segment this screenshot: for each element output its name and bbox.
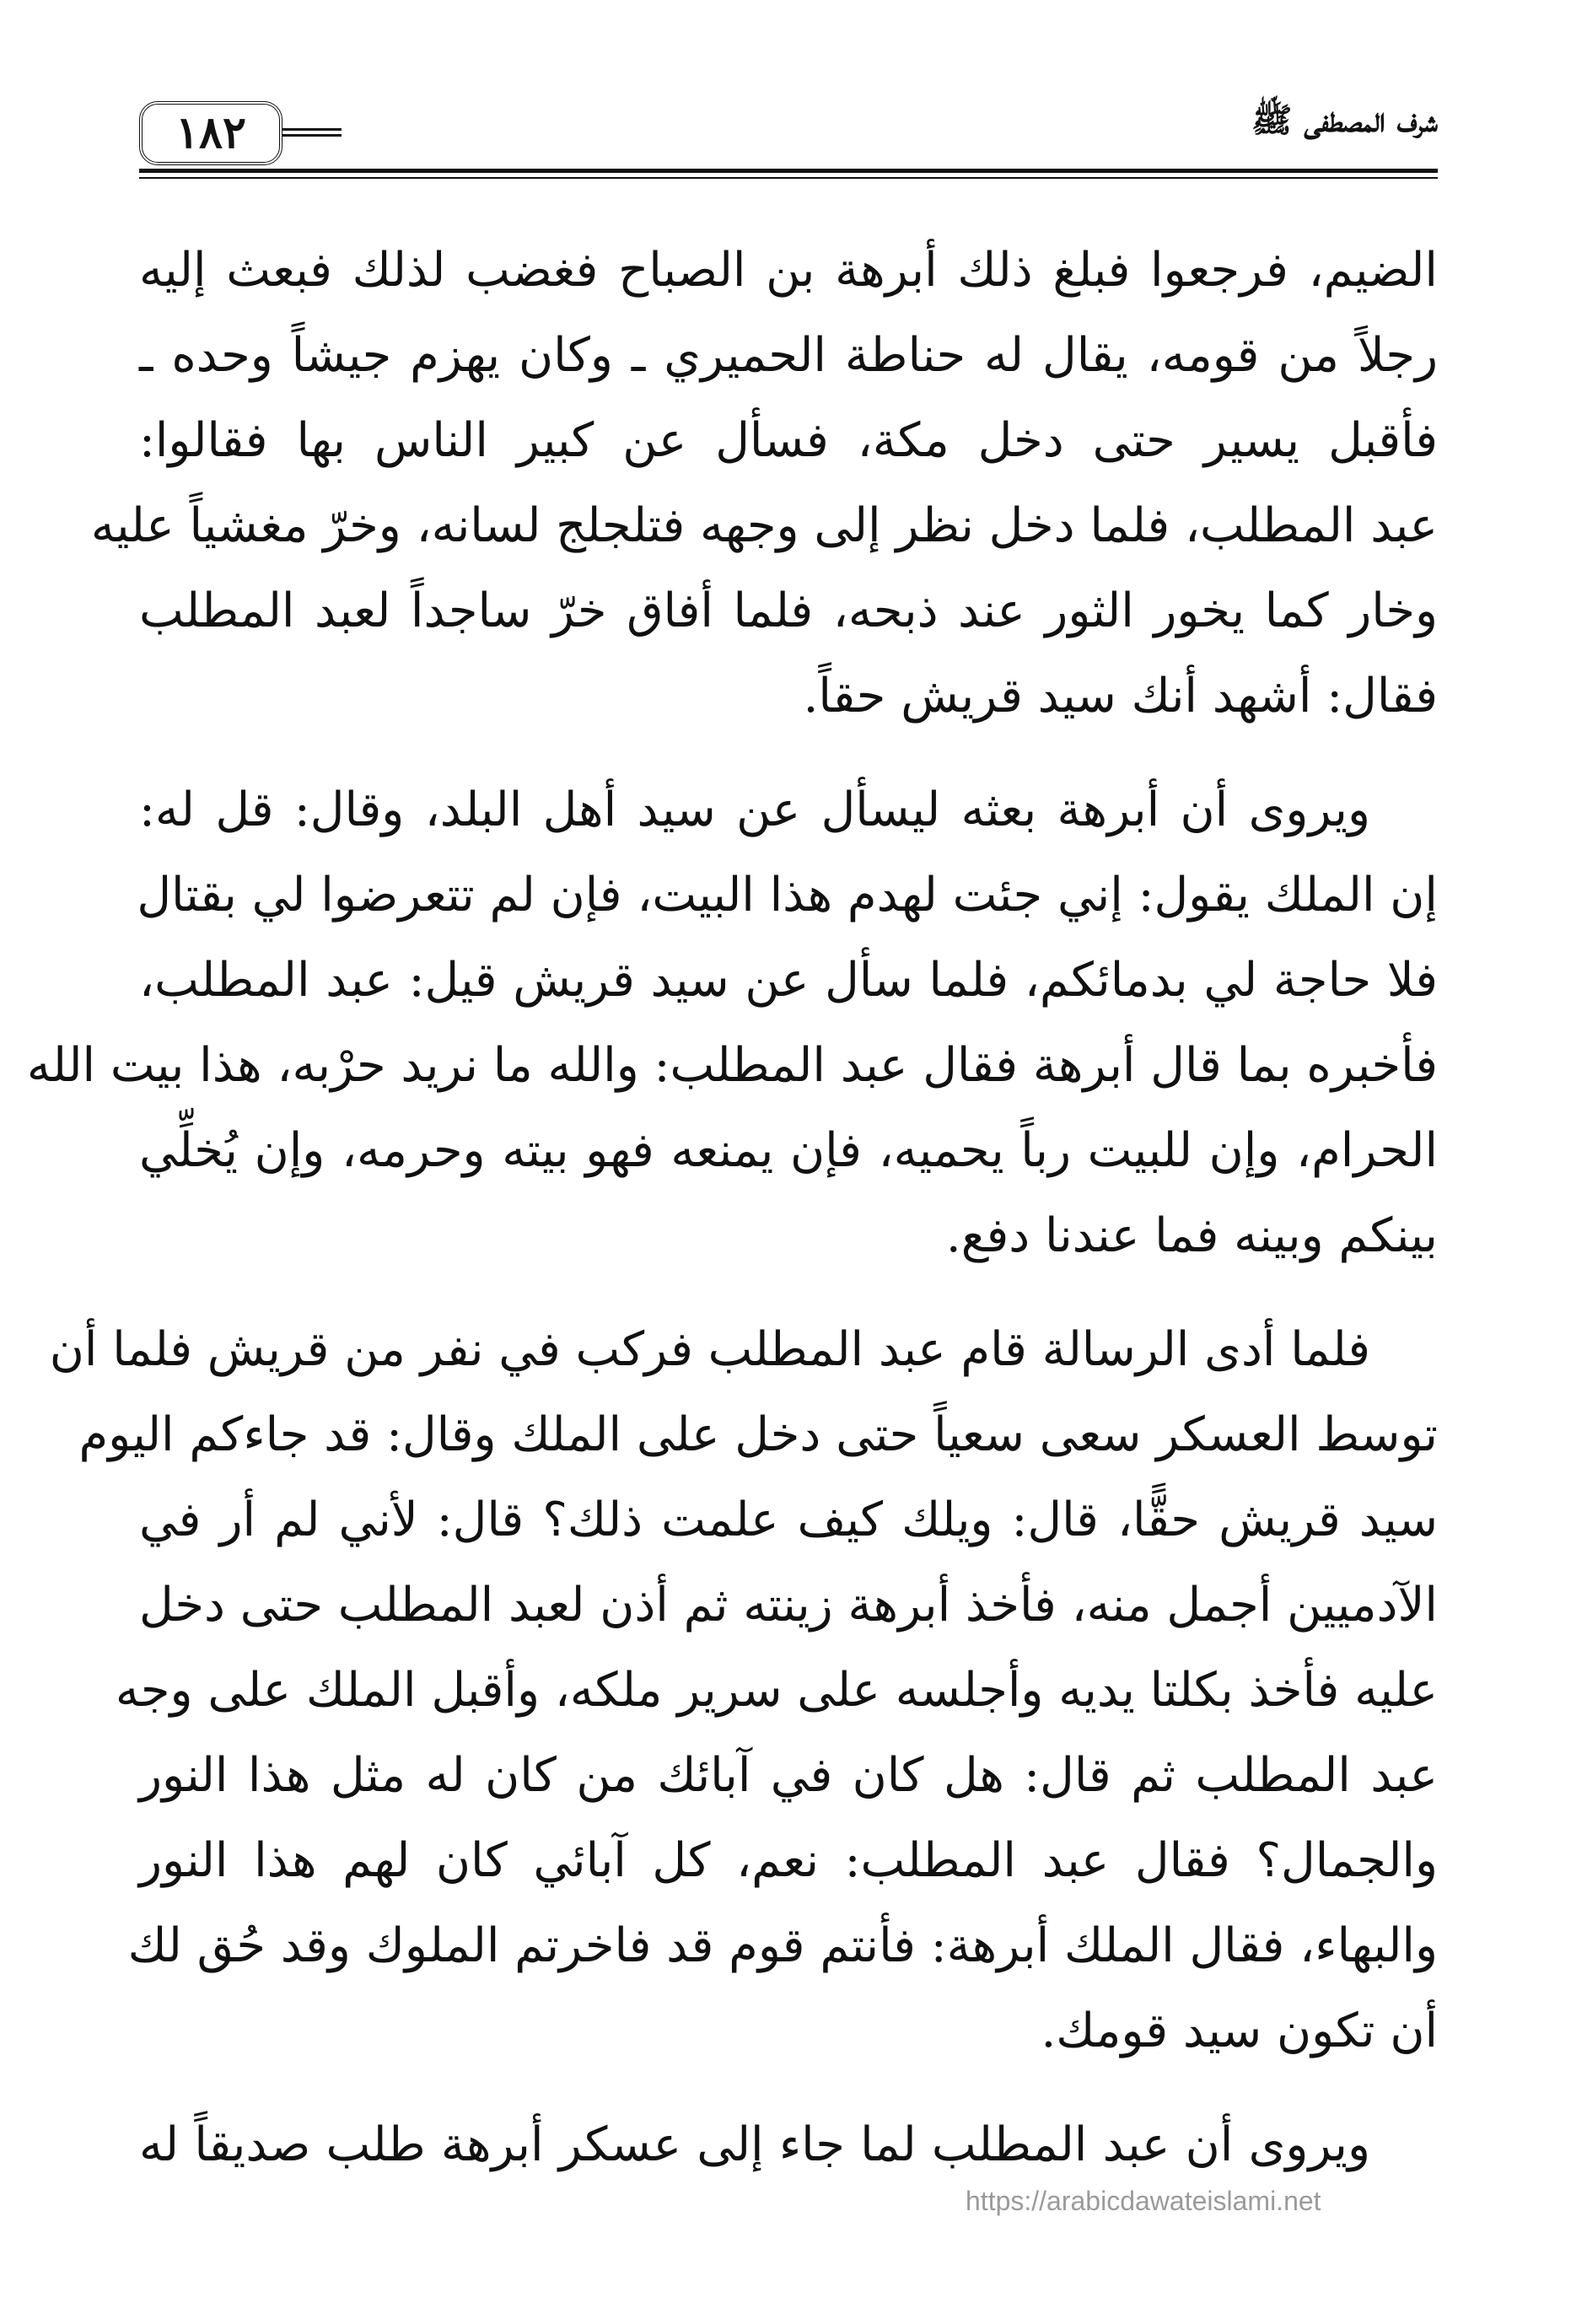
running-header [139,100,1438,184]
paragraph-4 [139,2102,1438,2187]
header-rule-thin [139,177,1438,179]
page-number-box [139,101,282,165]
text-line: فلا حاجة لي بدمائكم، فلما سأل عن سيد قريش قيل: عبد المطلب، [139,953,1438,1008]
running-title: شرف المصطفى ﷺ [1251,100,1438,140]
text-line: الضيم، فرجعوا فبلغ ذلك أبرهة بن الصباح فغضب لذلك فبعث إليه [139,243,1438,298]
text-line: الآدميين أجمل منه، فأخذ أبرهة زينته ثم أذن لعبد المطلب حتى دخل [139,1578,1438,1633]
text-line: سيد قريش حقًّا، قال: ويلك كيف علمت ذلك؟ قال: لأني لم أر في [139,1493,1438,1547]
header-rule [139,169,1438,173]
text-line: عبد المطلب، فلما دخل نظر إلى وجهه فتلجلج لسانه، وخرّ مغشياً عليه [90,498,1438,553]
text-line: والبهاء، فقال الملك أبرهة: فأنتم قوم قد فاخرتم الملوك وقد حُق لك [127,1918,1438,1973]
paragraph-2 [26,767,1438,1278]
text-line: ويروى أن أبرهة بعثه ليسأل عن سيد أهل البلد، وقال: قل له: [139,783,1370,837]
text-line: ويروى أن عبد المطلب لما جاء إلى عسكر أبرهة طلب صديقاً له [139,2117,1370,2172]
text-line: والجمال؟ فقال عبد المطلب: نعم، كل آبائي كان لهم هذا النور [139,1833,1438,1888]
paragraph-1 [90,228,1438,739]
text-line: عليه فأخذ بكلتا يديه وأجلسه على سرير ملكه، وأقبل الملك على وجه [115,1663,1438,1718]
text-line: فقال: أشهد أنك سيد قريش حقاً. [803,669,1438,724]
page-number: ١٨٢ [175,107,246,159]
text-line: توسط العسكر سعى سعياً حتى دخل على الملك وقال: قد جاءكم اليوم [78,1407,1438,1462]
text-line: وخار كما يخور الثور عند ذبحه، فلما أفاق خرّ ساجداً لعبد المطلب [139,584,1438,638]
header-ornament [282,128,342,137]
text-line: إن الملك يقول: إني جئت لهدم هذا البيت، فإن لم تتعرضوا لي بقتال [137,868,1438,923]
text-line: فأقبل يسير حتى دخل مكة، فسأل عن كبير الناس بها فقالوا: [139,413,1438,468]
text-line: أن تكون سيد قومك. [1041,2004,1438,2058]
paragraph-3 [49,1307,1438,2074]
text-line: الحرام، وإن للبيت رباً يحميه، فإن يمنعه فهو بيته وحرمه، وإن يُخلِّي [139,1123,1438,1178]
text-line: فأخبره بما قال أبرهة فقال عبد المطلب: والله ما نريد حرْبه، هذا بيت الله [26,1038,1438,1093]
text-line: رجلاً من قومه، يقال له حناطة الحميري ـ وكان يهزم جيشاً وحده ـ [139,328,1438,383]
text-line: عبد المطلب ثم قال: هل كان في آبائك من كان له مثل هذا النور [139,1748,1438,1803]
text-line: فلما أدى الرسالة قام عبد المطلب فركب في نفر من قريش فلما أن [49,1322,1370,1377]
text-line: بينكم وبينه فما عندنا دفع. [945,1208,1438,1263]
watermark-url: https://arabicdawateislami.net [966,2186,1321,2216]
body-text [26,228,1438,2216]
